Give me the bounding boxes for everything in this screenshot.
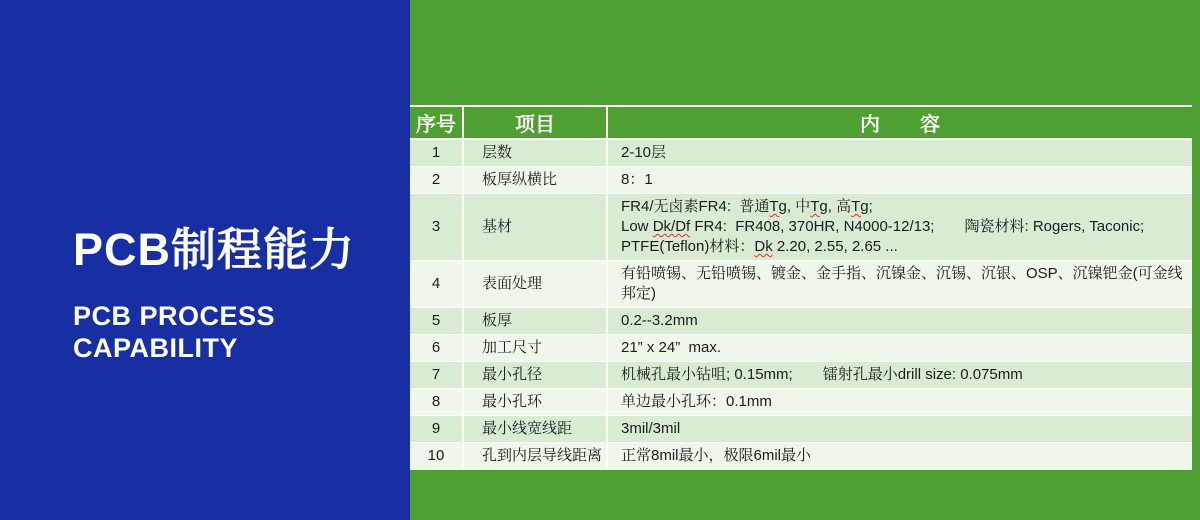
row-content (607, 416, 1192, 443)
row-item: 板厚纵横比 (463, 167, 607, 194)
row-item: 最小孔环 (463, 389, 607, 416)
row-content (607, 167, 1192, 194)
row-item: 加工尺寸 (463, 335, 607, 362)
row-number: 3 (410, 194, 463, 261)
row-content (607, 389, 1192, 416)
row-number: 2 (410, 167, 463, 194)
table-row (410, 416, 1192, 443)
content-line: 3mil/3mil (621, 420, 681, 437)
row-number: 10 (410, 443, 463, 470)
table-row (410, 389, 1192, 416)
row-content (607, 443, 1192, 470)
row-item: 板厚 (463, 308, 607, 335)
row-number: 5 (410, 308, 463, 335)
row-content (607, 261, 1192, 308)
row-number: 1 (410, 139, 463, 167)
row-content (607, 362, 1192, 389)
row-content (607, 308, 1192, 335)
table-row (410, 139, 1192, 167)
content-line: 8：1 (621, 171, 653, 188)
table-row (410, 443, 1192, 470)
row-number: 4 (410, 261, 463, 308)
column-header-content: 内 容 (607, 106, 1192, 139)
title-panel (0, 0, 410, 520)
capability-table-header (410, 106, 1192, 139)
column-header-item: 项目 (463, 106, 607, 139)
capability-table (410, 105, 1192, 470)
content-line: 有铅喷锡、无铅喷锡、镀金、金手指、沉镍金、沉锡、沉银、OSP、沉镍钯金(可金线邦定) (621, 265, 1183, 302)
row-item: 孔到内层导线距离 (463, 443, 607, 470)
row-number: 6 (410, 335, 463, 362)
content-line: 2-10层 (621, 144, 667, 161)
content-line: 21” x 24” max. (621, 339, 722, 356)
table-row (410, 308, 1192, 335)
row-item: 基材 (463, 194, 607, 261)
table-row (410, 362, 1192, 389)
content-line: 0.2--3.2mm (621, 312, 698, 329)
capability-table-body (410, 139, 1192, 470)
table-row (410, 167, 1192, 194)
content-line: 单边最小孔环：0.1mm (621, 393, 772, 410)
page-subtitle (73, 300, 410, 365)
row-content (607, 194, 1192, 261)
table-row (410, 194, 1192, 261)
page-subtitle-line1: PCB PROCESS (73, 301, 276, 331)
row-number: 9 (410, 416, 463, 443)
table-panel (410, 0, 1200, 520)
row-item: 表面处理 (463, 261, 607, 308)
content-line: PTFE(Teflon)材料：Dk 2.20, 2.55, 2.65 ... (621, 238, 898, 255)
row-content (607, 139, 1192, 167)
column-header-no: 序号 (410, 106, 463, 139)
row-number: 7 (410, 362, 463, 389)
page-title: PCB制程能力 (73, 224, 356, 275)
content-line: Low Dk/Df FR4: FR408, 370HR, N4000-12/13; 陶瓷材料: Rogers, Taconic; (621, 218, 1145, 235)
row-number: 8 (410, 389, 463, 416)
table-row (410, 335, 1192, 362)
row-item: 层数 (463, 139, 607, 167)
table-row (410, 261, 1192, 308)
row-item: 最小线宽线距 (463, 416, 607, 443)
content-line: 机械孔最小钻咀; 0.15mm; 镭射孔最小drill size: 0.075mm (621, 366, 1023, 383)
row-item: 最小孔径 (463, 362, 607, 389)
content-line: FR4/无卤素FR4: 普通Tg, 中Tg, 高Tg; (621, 198, 873, 215)
page-subtitle-line2: CAPABILITY (73, 333, 238, 364)
content-line: 正常8mil最小，极限6mil最小 (621, 447, 812, 464)
row-content (607, 335, 1192, 362)
